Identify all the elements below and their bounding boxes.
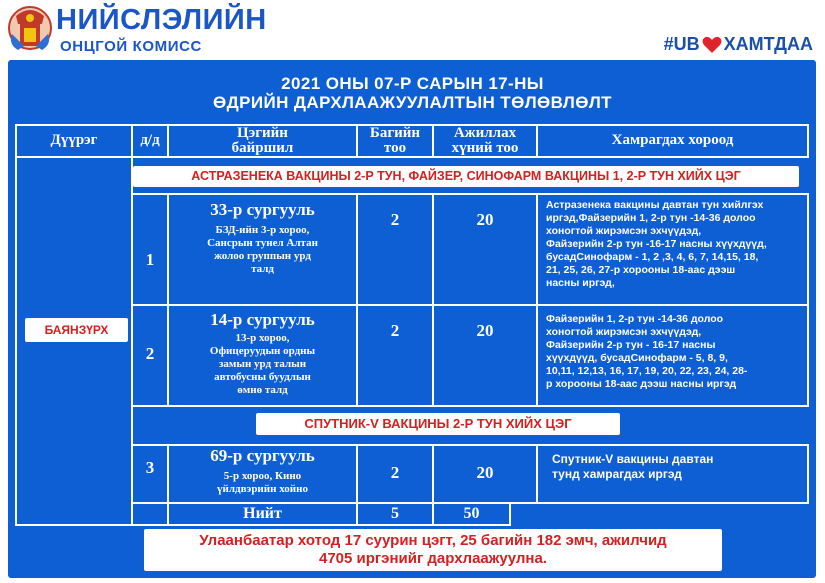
row2-coverage xyxy=(546,313,804,391)
col-header-location-l1: Цэгийн xyxy=(237,125,288,141)
row1-address-l3: жолоо группын урд xyxy=(214,250,311,262)
col-header-no: д/д xyxy=(140,132,160,148)
row2-address-l1: 13-р хороо, xyxy=(235,332,290,344)
table-right-r3 xyxy=(807,444,809,502)
total-staff: 50 xyxy=(463,505,480,522)
row2-bottom-line xyxy=(131,405,809,407)
hashtag-left: #UB xyxy=(663,34,700,54)
row2-address-l3: замын урд талын xyxy=(218,358,307,370)
col-header-teams-l2: тоо xyxy=(383,140,407,156)
title-line2: ӨДРИЙН ДАРХЛААЖУУЛАЛТЫН ТӨЛӨВЛӨЛТ xyxy=(213,93,612,112)
row3-no: 3 xyxy=(145,458,155,477)
row3-address-l1: 5-р хороо, Кино xyxy=(223,470,302,482)
col-header-teams xyxy=(358,126,432,156)
row3-bottom-line xyxy=(131,502,809,504)
hashtag-right: ХАМТДАА xyxy=(723,34,813,54)
row1-coverage-l4: Файзерийн 2-р тун -16-17 насны хүүхдүүд, xyxy=(546,238,767,250)
emblem-icon xyxy=(6,4,54,54)
row3-address xyxy=(169,470,356,496)
district-label: БАЯНЗҮРХ xyxy=(25,318,128,342)
row2-no: 2 xyxy=(145,344,155,363)
row1-staff: 20 xyxy=(476,210,494,229)
row1-no: 1 xyxy=(145,250,155,269)
row1-coverage-l6: 21, 25, 26, 27-р хорооны 18-аас дээш xyxy=(546,264,736,276)
row3-coverage-l1: Спутник-V вакцины давтан xyxy=(552,452,714,466)
summary-footer xyxy=(144,529,722,571)
row2-coverage-l5: 10,11, 12,13, 16, 17, 19, 20, 22, 23, 24, 28- xyxy=(546,365,748,377)
row3-coverage-l2: тунд хамрагдах иргэд xyxy=(552,467,682,481)
row2-coverage-l1: Файзерийн 1, 2-р тун -14-36 долоо xyxy=(546,313,724,325)
row2-coverage-l6: р хорооны 18-аас дээш насны иргэд xyxy=(546,378,737,390)
row2-top-line xyxy=(131,304,809,306)
total-bottom-line xyxy=(15,524,511,526)
col-header-teams-l1: Багийн xyxy=(369,125,421,141)
title-line1: 2021 ОНЫ 07-Р САРЫН 17-НЫ xyxy=(281,74,544,93)
summary-line1: Улаанбаатар хотод 17 суурин цэгт, 25 багийн 182 эмч, ажилчид xyxy=(199,532,667,549)
col-header-days xyxy=(434,126,536,156)
vaccine-banner-first: АСТРАЗЕНЕКА ВАКЦИНЫ 2-Р ТУН, ФАЙЗЕР, СИНОФАРМ ВАКЦИНЫ 1, 2-Р ТУН ХИЙХ ЦЭГ xyxy=(133,166,799,187)
col-header-district: Дүүрэг xyxy=(50,132,98,148)
row1-teams: 2 xyxy=(390,210,400,229)
col-header-days-l1: Ажиллах xyxy=(453,125,517,141)
row3-address-l2: үйлдвэрийн хойно xyxy=(217,483,308,495)
row1-coverage-l5: бусадСинофарм - 1, 2 ,3, 4, 6, 7, 14,15, 18, xyxy=(546,251,759,263)
col-header-coverage: Хамрагдах хороод xyxy=(611,132,734,148)
col-header-days-l2: хүний тоо xyxy=(451,140,519,156)
col-line-coverage-r12 xyxy=(536,193,538,405)
row1-top-line xyxy=(131,193,809,195)
vaccine-banner-second: СПУТНИК-V ВАКЦИНЫ 2-Р ТУН ХИЙХ ЦЭГ xyxy=(256,413,620,435)
row1-coverage-l2: иргэд,Файзерийн 1, 2-р тун -14-36 долоо xyxy=(546,212,756,224)
col-line-total-end xyxy=(509,502,511,524)
col-line-district-start xyxy=(15,124,17,524)
row2-address-l4: автобусны буудлын xyxy=(214,371,311,383)
col-header-location-l2: байршил xyxy=(231,140,294,156)
row3-staff: 20 xyxy=(476,463,494,482)
row1-coverage-l1: Астразенека вакцины давтан тун хийлгэх xyxy=(546,199,764,211)
row1-school: 33-р сургууль xyxy=(210,200,315,219)
org-name-line2: ОНЦГОЙ КОМИСС xyxy=(60,38,202,55)
row1-coverage-l7: насны иргэд, xyxy=(546,277,615,289)
hashtag xyxy=(664,34,813,55)
row1-address-l2: Сансрын тунел Алтан xyxy=(207,237,318,249)
total-teams: 5 xyxy=(391,505,399,522)
row1-address-l4: талд xyxy=(251,263,274,275)
row1-address xyxy=(169,224,356,276)
org-name-line1: НИЙСЛЭЛИЙН xyxy=(56,4,267,36)
row2-address-l2: Офицеруудын ордны xyxy=(209,345,316,357)
row2-coverage-l2: хоногтой жирэмсэн эхчүүдэд, xyxy=(546,326,702,338)
heart-icon xyxy=(702,36,722,54)
col-header-location xyxy=(169,126,356,156)
row3-school: 69-р сургууль xyxy=(210,446,315,465)
row2-school: 14-р сургууль xyxy=(210,310,315,329)
row2-address-l5: өмнө талд xyxy=(237,384,288,396)
row1-coverage xyxy=(546,199,804,290)
row2-coverage-l4: хүүхдүүд, бусадСинофарм - 5, 8, 9, xyxy=(546,352,728,364)
row1-coverage-l3: хоногтой жирэмсэн эхчүүдэд, xyxy=(546,225,702,237)
row3-teams: 2 xyxy=(390,463,400,482)
summary-line2: 4705 иргэнийг дархлаажуулна. xyxy=(319,550,547,567)
row3-coverage xyxy=(552,452,802,482)
row2-coverage-l3: Файзерийн 2-р тун - 16-17 насны xyxy=(546,339,716,351)
col-line-coverage-r3 xyxy=(536,444,538,502)
row2-address xyxy=(169,332,356,397)
table-right-r12 xyxy=(807,193,809,405)
page-title xyxy=(0,74,825,112)
total-label: Нийт xyxy=(243,505,282,522)
row2-staff: 20 xyxy=(476,321,494,340)
table-border-right xyxy=(807,124,809,158)
row2-teams: 2 xyxy=(390,321,400,340)
header-bottom-line xyxy=(15,156,809,158)
row1-address-l1: БЗД-ийн 3-р хороо, xyxy=(215,224,310,236)
